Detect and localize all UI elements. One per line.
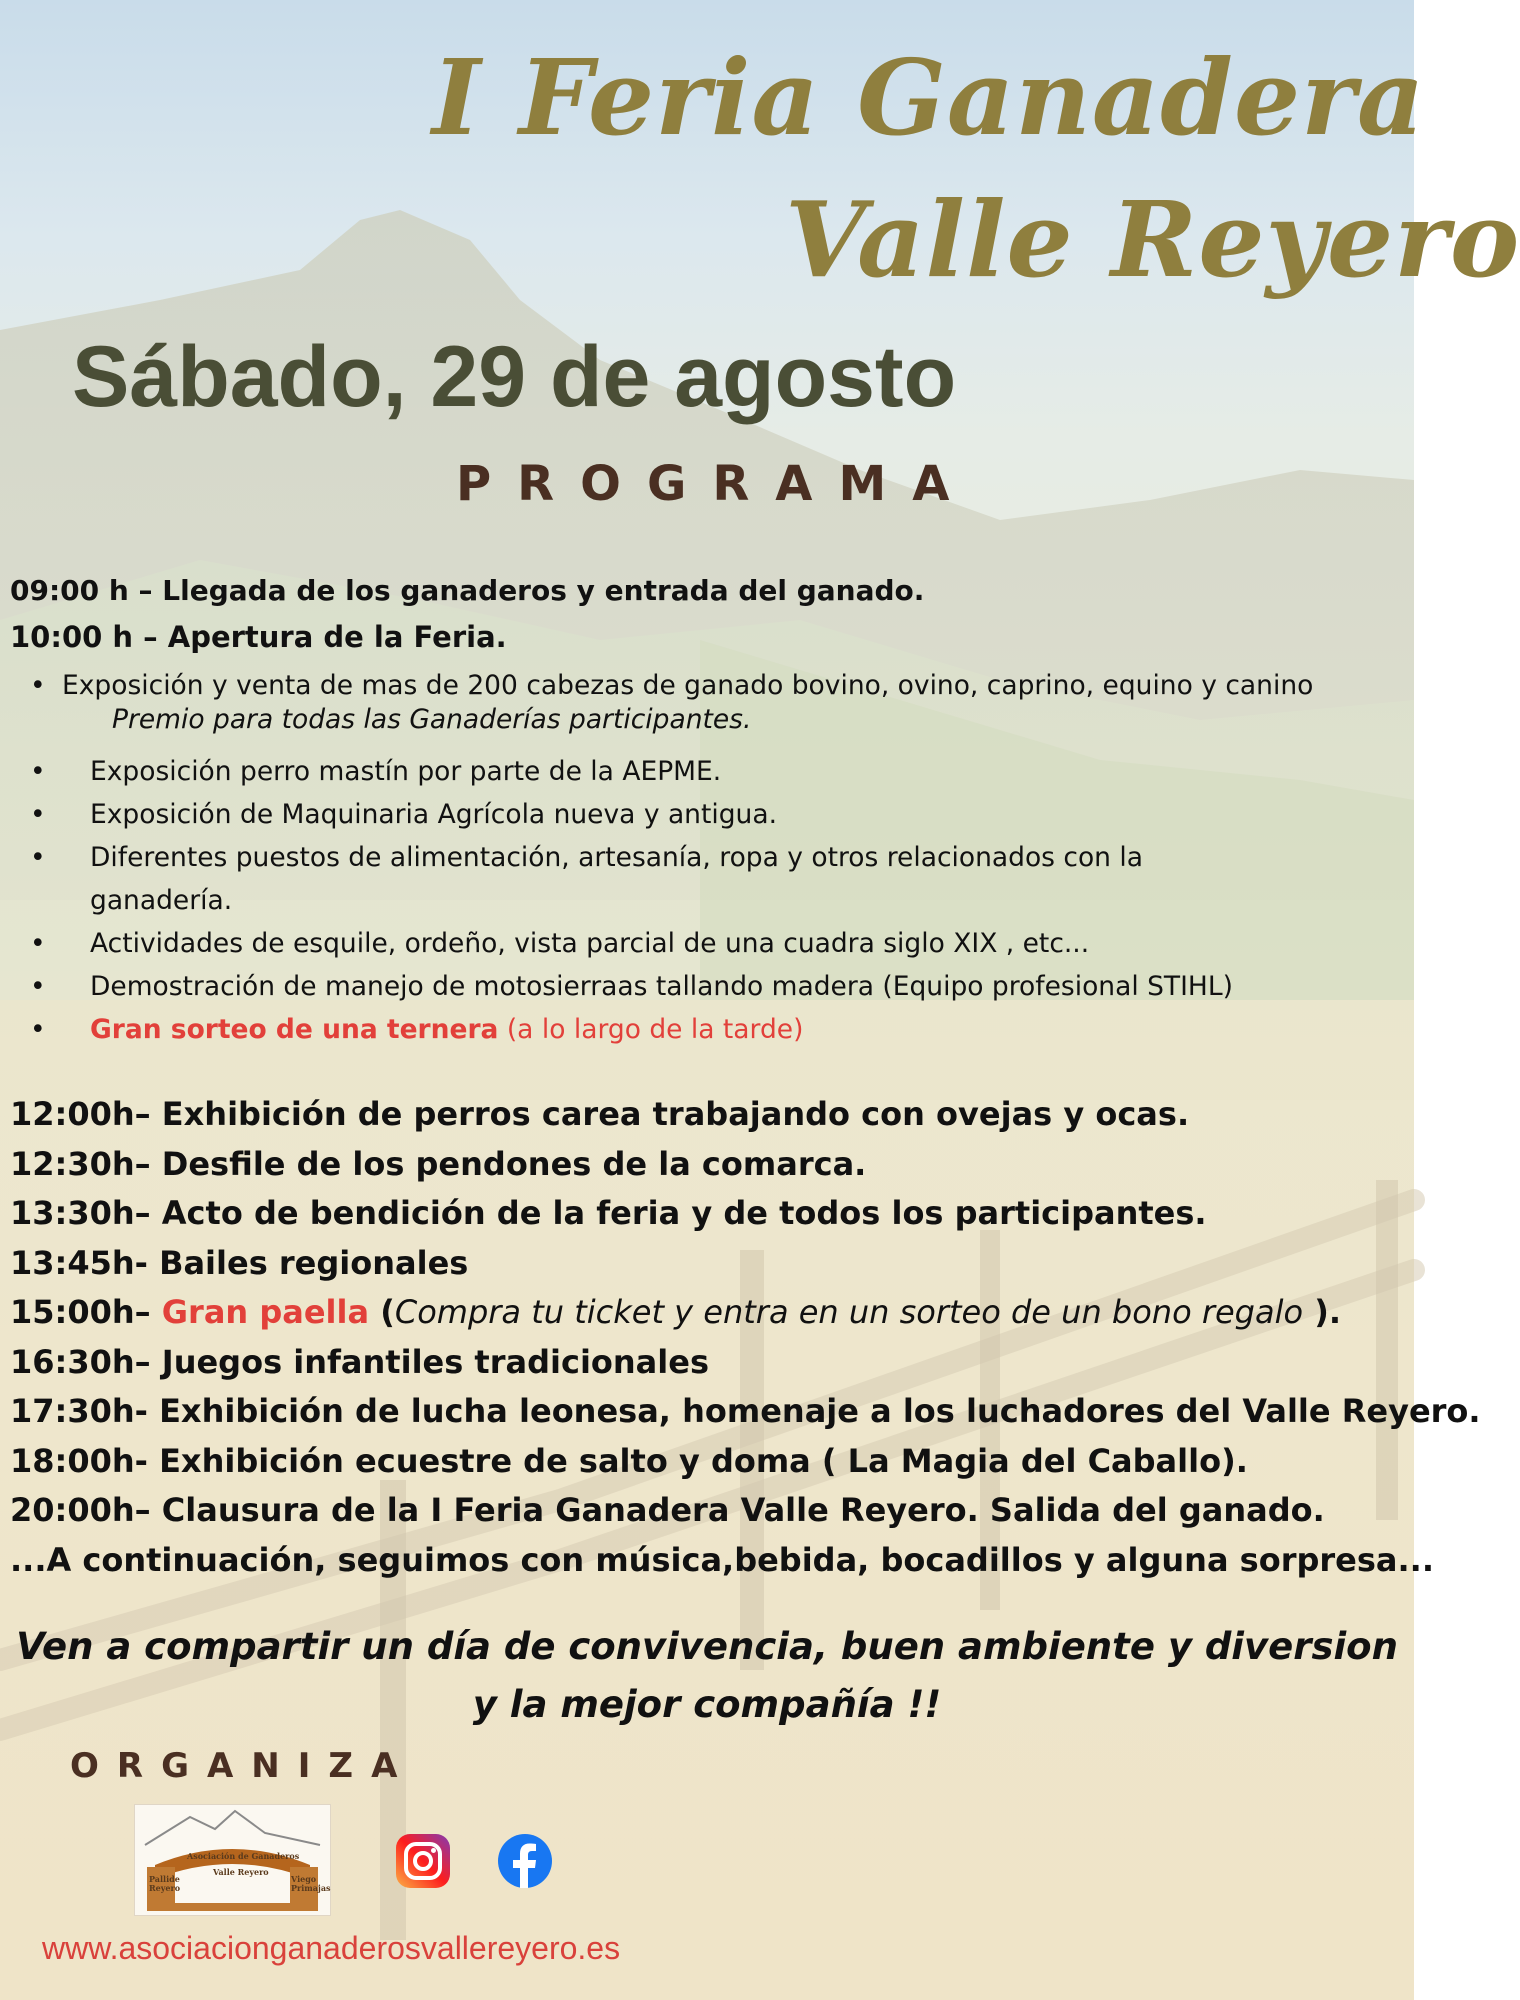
organiza-heading: ORGANIZA (70, 1746, 416, 1786)
bullet-item (30, 922, 1400, 965)
bullet-icon: • (30, 1014, 46, 1045)
closing-message (0, 1618, 1414, 1734)
paella-paren-open: ( (369, 1293, 395, 1331)
bullet-text: Diferentes puestos de alimentación, artesanía, ropa y otros relacionados con la ganadería. (90, 842, 1143, 916)
bullet-text: Exposición perro mastín por parte de la AEPME. (90, 756, 722, 787)
bullet-item (30, 965, 1400, 1008)
schedule-item: 13:45h- Bailes regionales (10, 1243, 469, 1282)
schedule-item: 12:00h– Exhibición de perros carea trabajando con ovejas y ocas. (10, 1095, 1190, 1133)
bullet-item (30, 664, 1400, 707)
afternoon-schedule (10, 1090, 1481, 1585)
bullet-text: Exposición y venta de mas de 200 cabezas de ganado bovino, ovino, caprino, equino y canino (62, 670, 1314, 701)
bullet-text: Actividades de esquile, ordeño, vista parcial de una cuadra siglo XIX , etc... (90, 928, 1090, 959)
paella-detail: Compra tu ticket y entra en un sorteo de un bono regalo (394, 1293, 1304, 1331)
bullet-item (30, 750, 1400, 793)
bullet-text: Exposición de Maquinaria Agrícola nueva y antigua. (90, 799, 778, 830)
association-logo (134, 1804, 331, 1916)
bullet-text: Demostración de manejo de motosierraas tallando madera (Equipo profesional STIHL) (90, 971, 1233, 1002)
facebook-icon[interactable] (496, 1832, 554, 1890)
bullet-icon: • (30, 670, 46, 701)
logo-arc-text: Asociación de Ganaderos (187, 1851, 300, 1861)
raffle-detail: (a lo largo de la tarde) (498, 1014, 804, 1045)
logo-left-text: Pallide Reyero (149, 1874, 181, 1893)
schedule-item: 17:30h- Exhibición de lucha leonesa, homenaje a los luchadores del Valle Reyero. (10, 1392, 1481, 1430)
bullet-item (30, 836, 1400, 922)
instagram-icon[interactable] (394, 1832, 452, 1890)
prize-note: Premio para todas las Ganaderías participantes. (112, 704, 752, 735)
paella-highlight: Gran paella (161, 1293, 370, 1331)
bullet-icon: • (30, 971, 46, 1002)
website-link[interactable]: www.asociacionganaderosvallereyero.es (42, 1930, 621, 1966)
bullet-icon: • (30, 756, 46, 787)
schedule-item-0900: 09:00 h – Llegada de los ganaderos y entrada del ganado. (10, 574, 925, 607)
schedule-time: 15:00h– (10, 1293, 162, 1331)
event-date: Sábado, 29 de agosto (72, 329, 957, 425)
bullet-item (30, 1008, 1400, 1051)
raffle-bullet (30, 1008, 803, 1051)
schedule-item: 18:00h- Exhibición ecuestre de salto y doma ( La Magia del Caballo). (10, 1441, 1248, 1480)
raffle-highlight: Gran sorteo de una ternera (90, 1014, 499, 1045)
schedule-item: ...A continuación, seguimos con música,bebida, bocadillos y alguna sorpresa... (10, 1540, 1434, 1579)
schedule-item-1000: 10:00 h – Apertura de la Feria. (10, 620, 507, 654)
programa-heading: PROGRAMA (456, 456, 976, 512)
bullet-icon: • (30, 842, 46, 873)
closing-line2: y la mejor compañía !! (472, 1683, 942, 1726)
closing-line1: Ven a compartir un día de convivencia, buen ambiente y diversion (16, 1625, 1398, 1668)
bullet-item (30, 793, 1400, 836)
logo-sub-text: Valle Reyero (213, 1867, 269, 1877)
event-title-line1: I Feria Ganadera (432, 36, 1426, 159)
schedule-item: 20:00h– Clausura de la I Feria Ganadera Valle Reyero. Salida del ganado. (10, 1491, 1325, 1529)
bullet-icon: • (30, 799, 46, 830)
bullet-icon: • (30, 928, 46, 959)
schedule-item: 12:30h– Desfile de los pendones de la comarca. (10, 1144, 867, 1183)
schedule-item-paella (10, 1288, 1481, 1338)
event-title-line2: Valle Reyero (785, 178, 1520, 301)
schedule-item: 16:30h– Juegos infantiles tradicionales (10, 1342, 709, 1381)
schedule-item: 13:30h– Acto de bendición de la feria y de todos los participantes. (10, 1194, 1207, 1232)
logo-right-text: Viego Primajas (291, 1874, 331, 1893)
paella-paren-close: ). (1303, 1293, 1341, 1331)
